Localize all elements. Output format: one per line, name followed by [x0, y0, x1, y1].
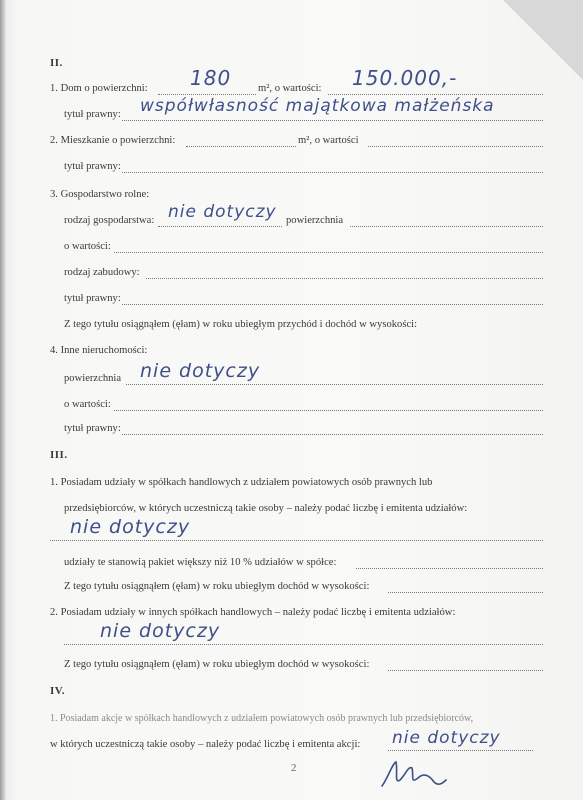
section-4-q1-answer-field[interactable]	[388, 749, 533, 751]
section-3-q1-share-field[interactable]	[356, 567, 543, 569]
section-3-q1-line1: 1. Posiadam udziały w spółkach handlowych z udziałem powiatowych osób prawnych lub	[50, 477, 433, 488]
farm-value-field[interactable]	[114, 251, 543, 253]
other-area-field[interactable]	[126, 383, 543, 385]
section-3-q1-answer: nie dotyczy	[70, 516, 191, 538]
house-value-value: 150.000,-	[352, 66, 458, 90]
farm-building-label: rodzaj zabudowy:	[64, 267, 140, 278]
other-area-value: nie dotyczy	[140, 360, 261, 382]
farm-type-field[interactable]	[158, 225, 282, 227]
section-4-q1-line2: w których uczestniczą takie osoby – należy podać liczbę i emitenta akcji:	[50, 739, 361, 750]
section-3-q1-income-field[interactable]	[388, 591, 543, 593]
flat-area-field[interactable]	[186, 145, 296, 147]
section-3-q2-answer: nie dotyczy	[100, 620, 221, 642]
section-3-q1-share-text: udziały te stanowią pakiet większy niż 10 % udziałów w spółce:	[64, 557, 337, 568]
farm-value-label: o wartości:	[64, 241, 111, 252]
page-corner-fold	[503, 0, 583, 80]
farm-building-field[interactable]	[146, 277, 543, 279]
flat-title-label: tytuł prawny:	[64, 161, 121, 172]
section-3-q1-line2: przedsiębiorców, w których uczestniczą takie osoby – należy podać liczbę i emitenta udziałów:	[64, 503, 468, 514]
house-area-value: 180	[190, 66, 232, 90]
other-area-label: powierzchnia	[64, 373, 122, 384]
farm-type-value: nie dotyczy	[168, 202, 277, 222]
other-title-field[interactable]	[122, 433, 543, 435]
house-title-label: tytuł prawny:	[64, 109, 121, 120]
house-title-field[interactable]	[122, 119, 543, 121]
section-3-q2-income-field[interactable]	[388, 669, 543, 671]
flat-title-field[interactable]	[122, 171, 543, 173]
house-area-field[interactable]	[158, 93, 256, 95]
farm-area-label: powierzchnia	[286, 215, 344, 226]
section-4-heading: IV.	[50, 685, 66, 697]
farm-title-label: tytuł prawny:	[64, 293, 121, 304]
flat-value-field[interactable]	[368, 145, 543, 147]
page-number: 2	[291, 762, 297, 774]
other-value-field[interactable]	[114, 409, 543, 411]
section-3-q2-income-text: Z tego tytułu osiągnąłem (ęłam) w roku ubiegłym dochód w wysokości:	[64, 659, 370, 670]
other-title-label: tytuł prawny:	[64, 423, 121, 434]
house-value-label: m², o wartości:	[258, 83, 322, 94]
section-3-heading: III.	[50, 449, 68, 461]
section-3-q1-answer-field[interactable]	[50, 539, 543, 541]
section-3-q1-income-text: Z tego tytułu osiągnąłem (ęłam) w roku ubiegłym dochód w wysokości:	[64, 581, 370, 592]
section-4-q1-line1: 1. Posiadam akcje w spółkach handlowych z udziałem powiatowych osób prawnych lub przedsiębiorców,	[50, 713, 474, 724]
house-title-value: współwłasność majątkowa małżeńska	[140, 96, 495, 116]
farm-area-field[interactable]	[350, 225, 543, 227]
house-value-field[interactable]	[328, 93, 543, 95]
house-area-label: 1. Dom o powierzchni:	[50, 83, 148, 94]
farm-title-field[interactable]	[122, 303, 543, 305]
flat-area-label: 2. Mieszkanie o powierzchni:	[50, 135, 176, 146]
section-3-q2-line: 2. Posiadam udziały w innych spółkach handlowych – należy podać liczbę i emitenta udziałów:	[50, 607, 456, 618]
section-3-q2-answer-field[interactable]	[64, 643, 543, 645]
section-2-heading: II.	[50, 57, 63, 69]
farm-income-text: Z tego tytułu osiągnąłem (ęłam) w roku ubiegłym przychód i dochód w wysokości:	[64, 319, 418, 330]
page-left-edge	[0, 0, 6, 800]
farm-label: 3. Gospodarstwo rolne:	[50, 189, 150, 200]
handwritten-signature	[378, 758, 448, 792]
flat-value-label: m², o wartości	[298, 135, 359, 146]
section-4-q1-answer: nie dotyczy	[392, 728, 501, 748]
other-property-label: 4. Inne nieruchomości:	[50, 345, 148, 356]
other-value-label: o wartości:	[64, 399, 111, 410]
farm-type-label: rodzaj gospodarstwa:	[64, 215, 155, 226]
